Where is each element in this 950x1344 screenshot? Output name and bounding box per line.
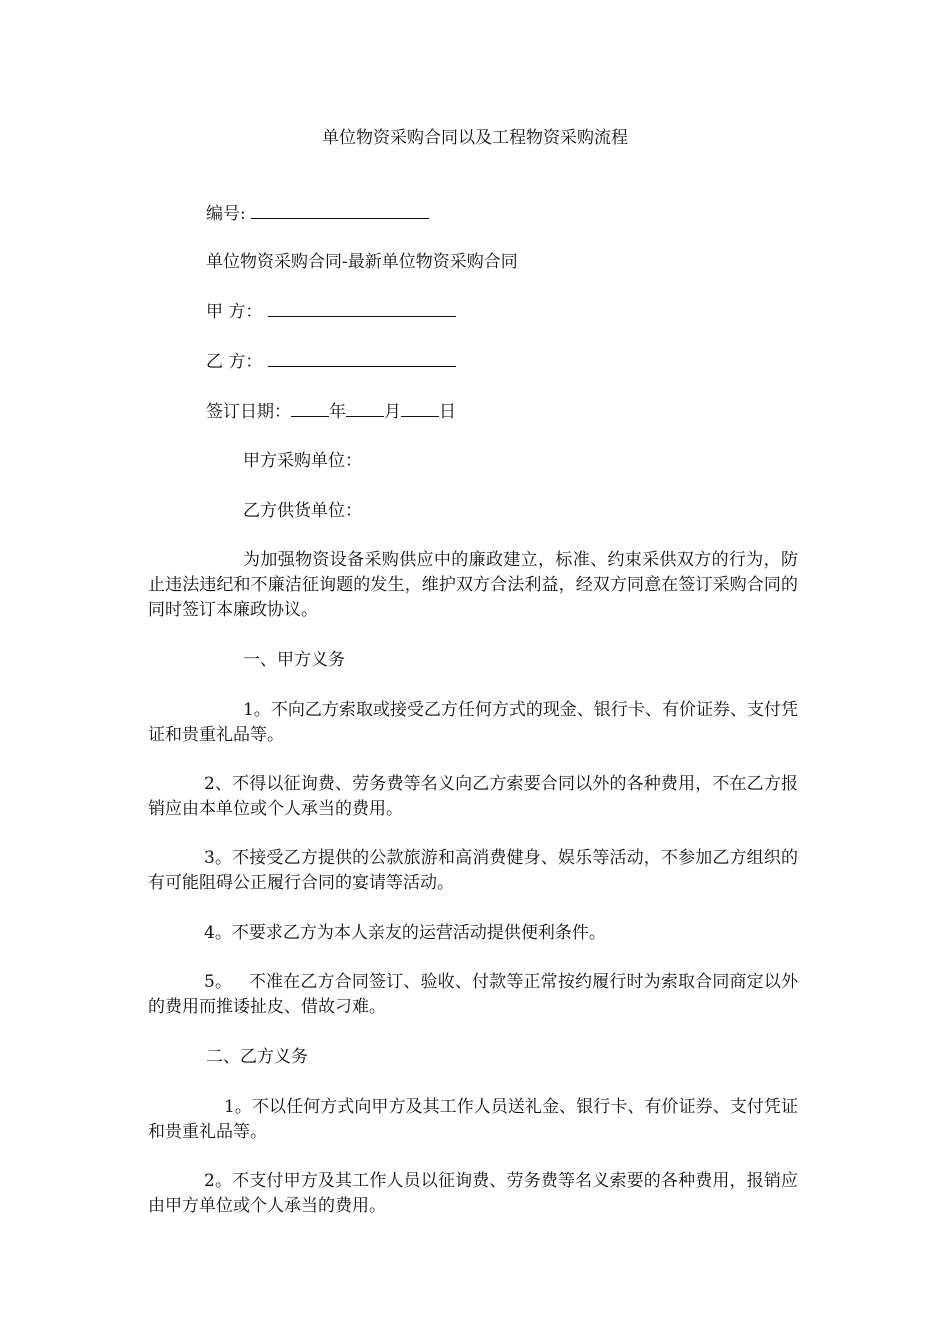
section-1-item-2: 2、不得以征询费、劳务费等名义向乙方索要合同以外的各种费用，不在乙方报销应由本单位或个人承当的费用。: [148, 774, 798, 819]
sign-day-label: 日: [439, 402, 456, 422]
intro-paragraph: 为加强物资设备采购供应中的廉政建立，标准、约束采供双方的行为，防止违法违纪和不廉洁征询题的发生，维护双方合法利益，经双方同意在签订采购合同的同时签订本廉政协议。: [148, 550, 798, 620]
section-1-item-5: 5。 不准在乙方合同签订、验收、付款等正常按约履行时为索取合同商定以外的费用而推诿扯皮、借故刁难。: [148, 972, 798, 1017]
contract-number-blank: [251, 201, 429, 219]
section-1-item-3: 3。不接受乙方提供的公款旅游和高消费健身、娱乐等活动，不参加乙方组织的有可能阻碍公正履行合同的宴请等活动。: [148, 848, 798, 893]
contract-subtitle: 单位物资采购合同-最新单位物资采购合同: [206, 252, 518, 272]
section-1-item-1: 1。不向乙方索取或接受乙方任何方式的现金、银行卡、有价证券、支付凭证和贵重礼品等。: [148, 700, 798, 745]
sign-date-field: [206, 399, 456, 424]
contract-number-label: 编号:: [206, 204, 246, 224]
party-b-label: 乙 方：: [206, 352, 263, 372]
document-title: 单位物资采购合同以及工程物资采购流程: [322, 128, 628, 148]
party-b-blank: [268, 349, 456, 367]
section-2-heading: 二、乙方义务: [206, 1047, 308, 1067]
sign-day-blank: [401, 399, 439, 417]
section-1-heading: 一、甲方义务: [243, 650, 345, 670]
section-2-item-1: 1。不以任何方式向甲方及其工作人员送礼金、银行卡、有价证券、支付凭证和贵重礼品等。: [148, 1097, 798, 1142]
sign-month-blank: [346, 399, 384, 417]
section-1-item-4: 4。不要求乙方为本人亲友的运营活动提供便利条件。: [204, 923, 606, 943]
contract-number-field: [206, 201, 429, 226]
sign-month-label: 月: [384, 402, 401, 422]
sign-date-label: 签订日期：: [206, 402, 291, 422]
party-a-unit-label: 甲方采购单位：: [243, 451, 362, 471]
sign-year-label: 年: [329, 402, 346, 422]
party-a-label: 甲 方：: [206, 302, 263, 322]
sign-year-blank: [291, 399, 329, 417]
section-2-item-2: 2。不支付甲方及其工作人员以征询费、劳务费等名义索要的各种费用，报销应由甲方单位或个人承当的费用。: [148, 1171, 798, 1216]
party-b-unit-label: 乙方供货单位：: [243, 501, 362, 521]
party-a-blank: [268, 299, 456, 317]
party-b-field: [206, 349, 456, 374]
party-a-field: [206, 299, 456, 324]
